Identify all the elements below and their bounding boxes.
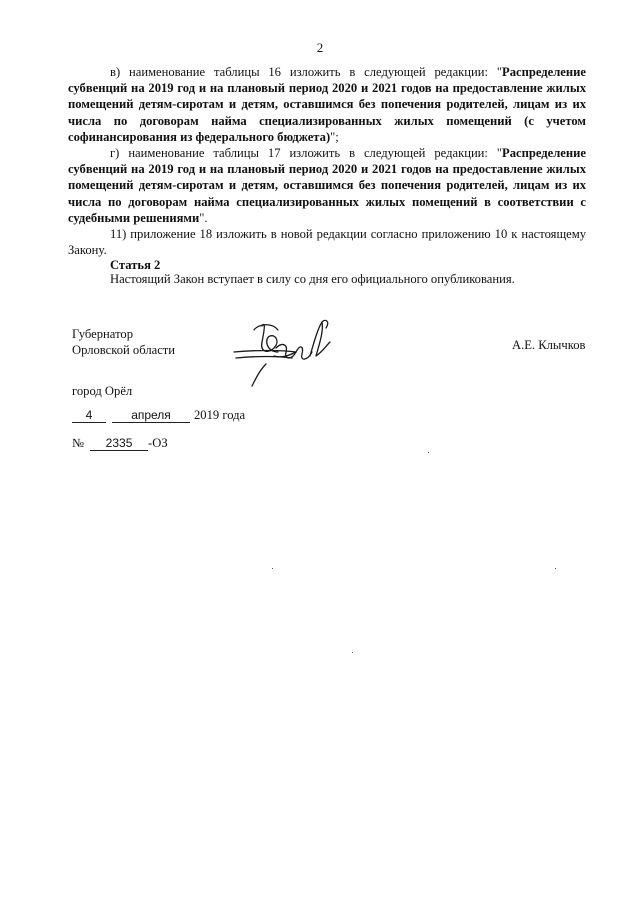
table-title-16: Распределение субвенций на 2019 год и на плановый период 2020 и 2021 годов на предоставление жилых помещений детям-сиротам и детям, оставшимся без попечения родителей, лицам из их числа по договорам найма специализированных жилых помещений (с учетом софинансирования из федерального бюджета) bbox=[68, 65, 586, 144]
handwritten-signature bbox=[226, 312, 346, 397]
city: город Орёл bbox=[72, 384, 133, 398]
paragraph-intro: г) наименование таблицы 17 изложить в следующей редакции: " bbox=[110, 146, 503, 161]
paragraph-v bbox=[68, 64, 586, 145]
paragraph-11 bbox=[68, 226, 586, 258]
scan-speck bbox=[272, 568, 273, 569]
date-year: 2019 года bbox=[194, 408, 246, 422]
date-day: 4 bbox=[72, 408, 106, 423]
article-title: Статья 2 bbox=[110, 258, 161, 272]
paragraph-end: ". bbox=[199, 210, 208, 225]
amendments-text bbox=[68, 64, 586, 258]
paragraph-g bbox=[68, 145, 586, 226]
number-prefix: № bbox=[72, 436, 85, 450]
paragraph-intro: 11) приложение 18 изложить в новой редакции согласно приложению 10 к настоящему Закону. bbox=[68, 227, 586, 258]
law-number bbox=[72, 436, 168, 451]
number-suffix: -ОЗ bbox=[148, 436, 168, 450]
signing-date bbox=[72, 408, 245, 423]
date-month: апреля bbox=[112, 408, 190, 423]
article-text: Настоящий Закон вступает в силу со дня его официального опубликования. bbox=[110, 272, 515, 286]
position-line-2: Орловской области bbox=[72, 343, 176, 357]
scan-speck bbox=[352, 652, 353, 653]
signature-icon bbox=[226, 312, 346, 392]
signatory-name: А.Е. Клычков bbox=[512, 338, 586, 352]
number-value: 2335 bbox=[90, 436, 148, 451]
scan-speck bbox=[555, 568, 556, 569]
signatory-position bbox=[72, 326, 175, 358]
paragraph-intro: в) наименование таблицы 16 изложить в следующей редакции: " bbox=[110, 65, 503, 79]
scan-speck bbox=[428, 452, 429, 453]
page-number: 2 bbox=[316, 40, 324, 55]
position-line-1: Губернатор bbox=[72, 327, 133, 341]
table-title-17: Распределение субвенций на 2019 год и на плановый период 2020 и 2021 годов на предоставление жилых помещений детям-сиротам и детям, оставшимся без попечения родителей, лицам из их числа по договорам найма специализированных жилых помещений в соответствии с судебными решениями bbox=[68, 146, 586, 225]
paragraph-end: "; bbox=[330, 129, 339, 144]
